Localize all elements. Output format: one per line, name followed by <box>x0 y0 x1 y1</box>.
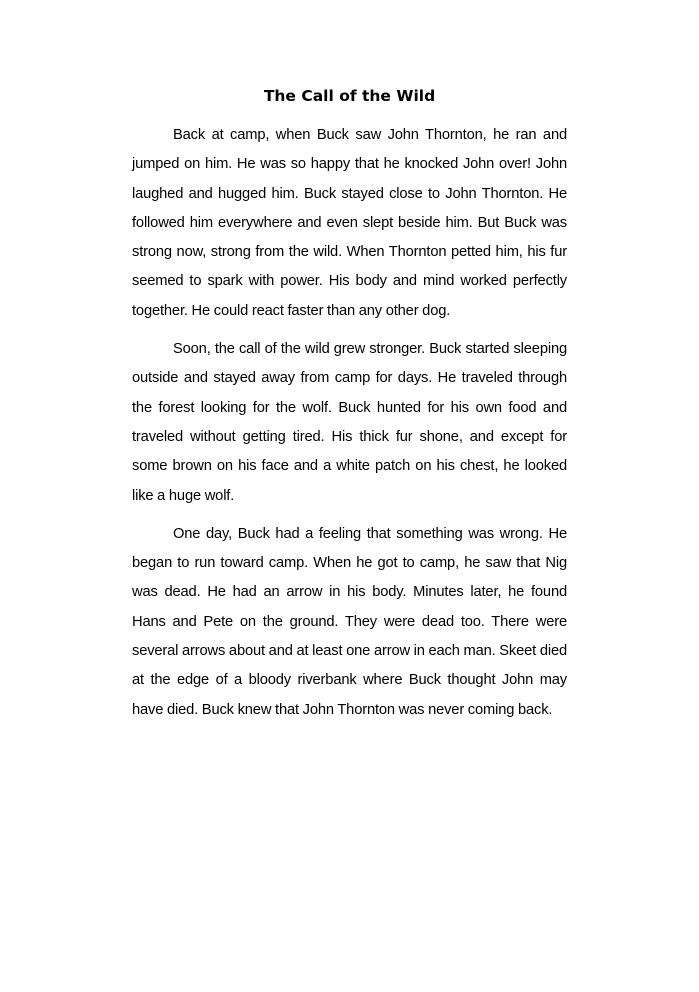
document-title: The Call of the Wild <box>263 87 436 105</box>
paragraph-2: Soon, the call of the wild grew stronger. Buck started sleeping outside and stayed away from camp for days. He traveled through the forest looking for the wolf. Buck hunted for his own food and traveled without getting tired. His thick fur shone, and except for some brown on his face and a white patch on his chest, he looked like a huge wolf. <box>132 341 567 504</box>
document-body <box>132 121 567 734</box>
paragraph-3: One day, Buck had a feeling that something was wrong. He began to run toward camp. When he got to camp, he saw that Nig was dead. He had an arrow in his body. Minutes later, he found Hans and Pete on the ground. They were dead too. There were several arrows about and at least one arrow in each man. Skeet died at the edge of a bloody riverbank where Buck thought John may have died. Buck knew that John Thornton was never coming back. <box>132 525 567 718</box>
paragraph-1: Back at camp, when Buck saw John Thornton, he ran and jumped on him. He was so happy that he knocked John over! John laughed and hugged him. Buck stayed close to John Thornton. He followed him everywhere and even slept beside him. But Buck was strong now, strong from the wild. When Thornton petted him, his fur seemed to spark with power. His body and mind worked perfectly together. He could react faster than any other dog. <box>132 127 567 319</box>
